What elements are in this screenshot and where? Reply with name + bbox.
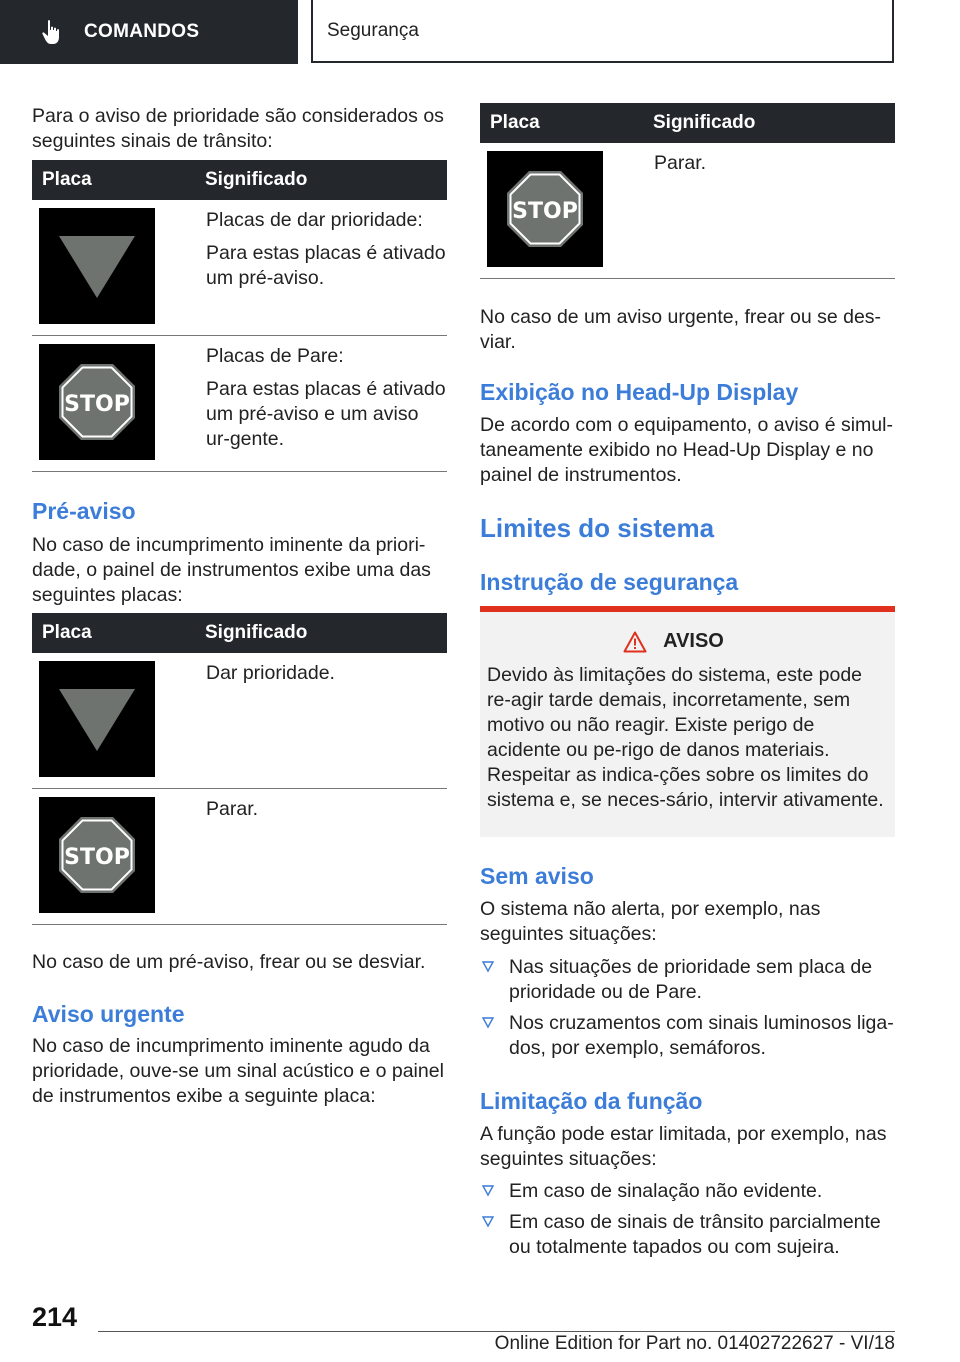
meaning-line: Parar. xyxy=(206,797,259,820)
triangle-bullet-icon xyxy=(482,961,494,973)
yield-sign-icon xyxy=(39,661,155,777)
col-sign-header: Placa xyxy=(480,103,653,143)
chapter-label: Segurança xyxy=(327,19,419,41)
table-row xyxy=(480,143,895,278)
page-number: 214 xyxy=(32,1302,78,1332)
list-item: Nas situações de prioridade sem placa de prioridade ou de Pare. xyxy=(480,955,895,1005)
limitation-list xyxy=(480,1179,895,1260)
signs-table-urgent xyxy=(480,103,895,279)
meaning-detail: Para estas placas é ativado um pré-aviso e um aviso ur-gente. xyxy=(206,377,446,450)
stop-sign-text: STOP xyxy=(64,391,130,417)
warning-box xyxy=(480,606,895,837)
hand-pointer-icon xyxy=(40,19,64,45)
warning-text: Devido às limitações do sistema, este pode re-agir tarde demais, incorretamente, sem motivo ou não reagir. Existe perigo de acidente ou pe-rigo de danos materiais. Respeitar as indica-ções sobre os limites do sistema e, se neces-sário, intervir ativamente. xyxy=(487,664,884,811)
warning-title: AVISO xyxy=(663,630,724,652)
footer-edition: Online Edition for Part no. 01402722627 - VI/18 xyxy=(494,1333,895,1354)
col-meaning-header: Significado xyxy=(653,103,895,143)
meaning-line: Placas de dar prioridade: xyxy=(206,209,423,231)
hud-text: De acordo com o equipamento, o aviso é simul-taneamente exibido no Head-Up Display e no painel de instrumentos. xyxy=(480,414,893,486)
preaviso-after-text: No caso de um pré-aviso, frear ou se desviar. xyxy=(32,951,426,973)
signs-table-preaviso xyxy=(32,613,447,925)
no-warning-list xyxy=(480,955,895,1061)
warning-triangle-icon xyxy=(623,631,647,653)
list-item: Em caso de sinalação não evidente. xyxy=(480,1179,895,1204)
meaning-line: Dar prioridade. xyxy=(206,662,335,684)
table-header xyxy=(32,160,447,200)
table-header xyxy=(32,613,447,653)
footer-divider xyxy=(98,1331,895,1332)
no-warning-text: O sistema não alerta, por exemplo, nas seguintes situações: xyxy=(480,898,821,945)
intro-text: Para o aviso de prioridade são considerados os seguintes sinais de trânsito: xyxy=(32,105,444,152)
limitation-text: A função pode estar limitada, por exemplo, nas seguintes situações: xyxy=(480,1123,887,1170)
section-label: COMANDOS xyxy=(84,21,200,42)
meaning-detail: Para estas placas é ativado um pré-aviso. xyxy=(206,242,446,289)
table-row xyxy=(32,653,447,788)
preaviso-heading: Pré-aviso xyxy=(32,498,136,524)
triangle-bullet-icon xyxy=(482,1017,494,1029)
safety-heading: Instrução de segurança xyxy=(480,569,739,595)
urgent-text: No caso de incumprimento iminente agudo da prioridade, ouve-se um sinal acústico e o painel de instrumentos exibe a seguinte placa: xyxy=(32,1035,444,1107)
col-sign-header: Placa xyxy=(32,613,205,653)
stop-sign-icon xyxy=(487,151,603,267)
chapter-tab xyxy=(311,0,894,63)
col-meaning-header: Significado xyxy=(205,613,447,653)
meaning-line: Parar. xyxy=(654,152,707,174)
stop-sign-text: STOP xyxy=(64,844,130,870)
col-sign-header: Placa xyxy=(32,160,205,200)
list-item: Em caso de sinais de trânsito parcialmente ou totalmente tapados ou com sujeira. xyxy=(480,1210,895,1260)
signs-table-priority xyxy=(32,160,447,472)
triangle-bullet-icon xyxy=(482,1216,494,1228)
no-warning-heading: Sem aviso xyxy=(480,863,594,889)
table-header xyxy=(480,103,895,143)
stop-sign-icon xyxy=(39,344,155,460)
yield-sign-icon xyxy=(39,208,155,324)
preaviso-text: No caso de incumprimento iminente da priori-dade, o painel de instrumentos exibe uma das seguintes placas: xyxy=(32,534,431,606)
table-row xyxy=(32,335,447,471)
limits-heading: Limites do sistema xyxy=(480,513,715,543)
urgent-after-text: No caso de um aviso urgente, frear ou se des-viar. xyxy=(480,306,882,353)
table-row xyxy=(32,200,447,335)
limitation-heading: Limitação da função xyxy=(480,1088,703,1114)
section-tab xyxy=(0,0,298,64)
hud-heading: Exibição no Head-Up Display xyxy=(480,379,799,405)
stop-sign-icon xyxy=(39,797,155,913)
table-row xyxy=(32,788,447,924)
list-item: Nos cruzamentos com sinais luminosos liga-dos, por exemplo, semáforos. xyxy=(480,1011,895,1061)
col-meaning-header: Significado xyxy=(205,160,447,200)
urgent-heading: Aviso urgente xyxy=(32,1001,185,1027)
stop-sign-text: STOP xyxy=(512,199,578,224)
meaning-line: Placas de Pare: xyxy=(206,344,344,367)
triangle-bullet-icon xyxy=(482,1185,494,1197)
